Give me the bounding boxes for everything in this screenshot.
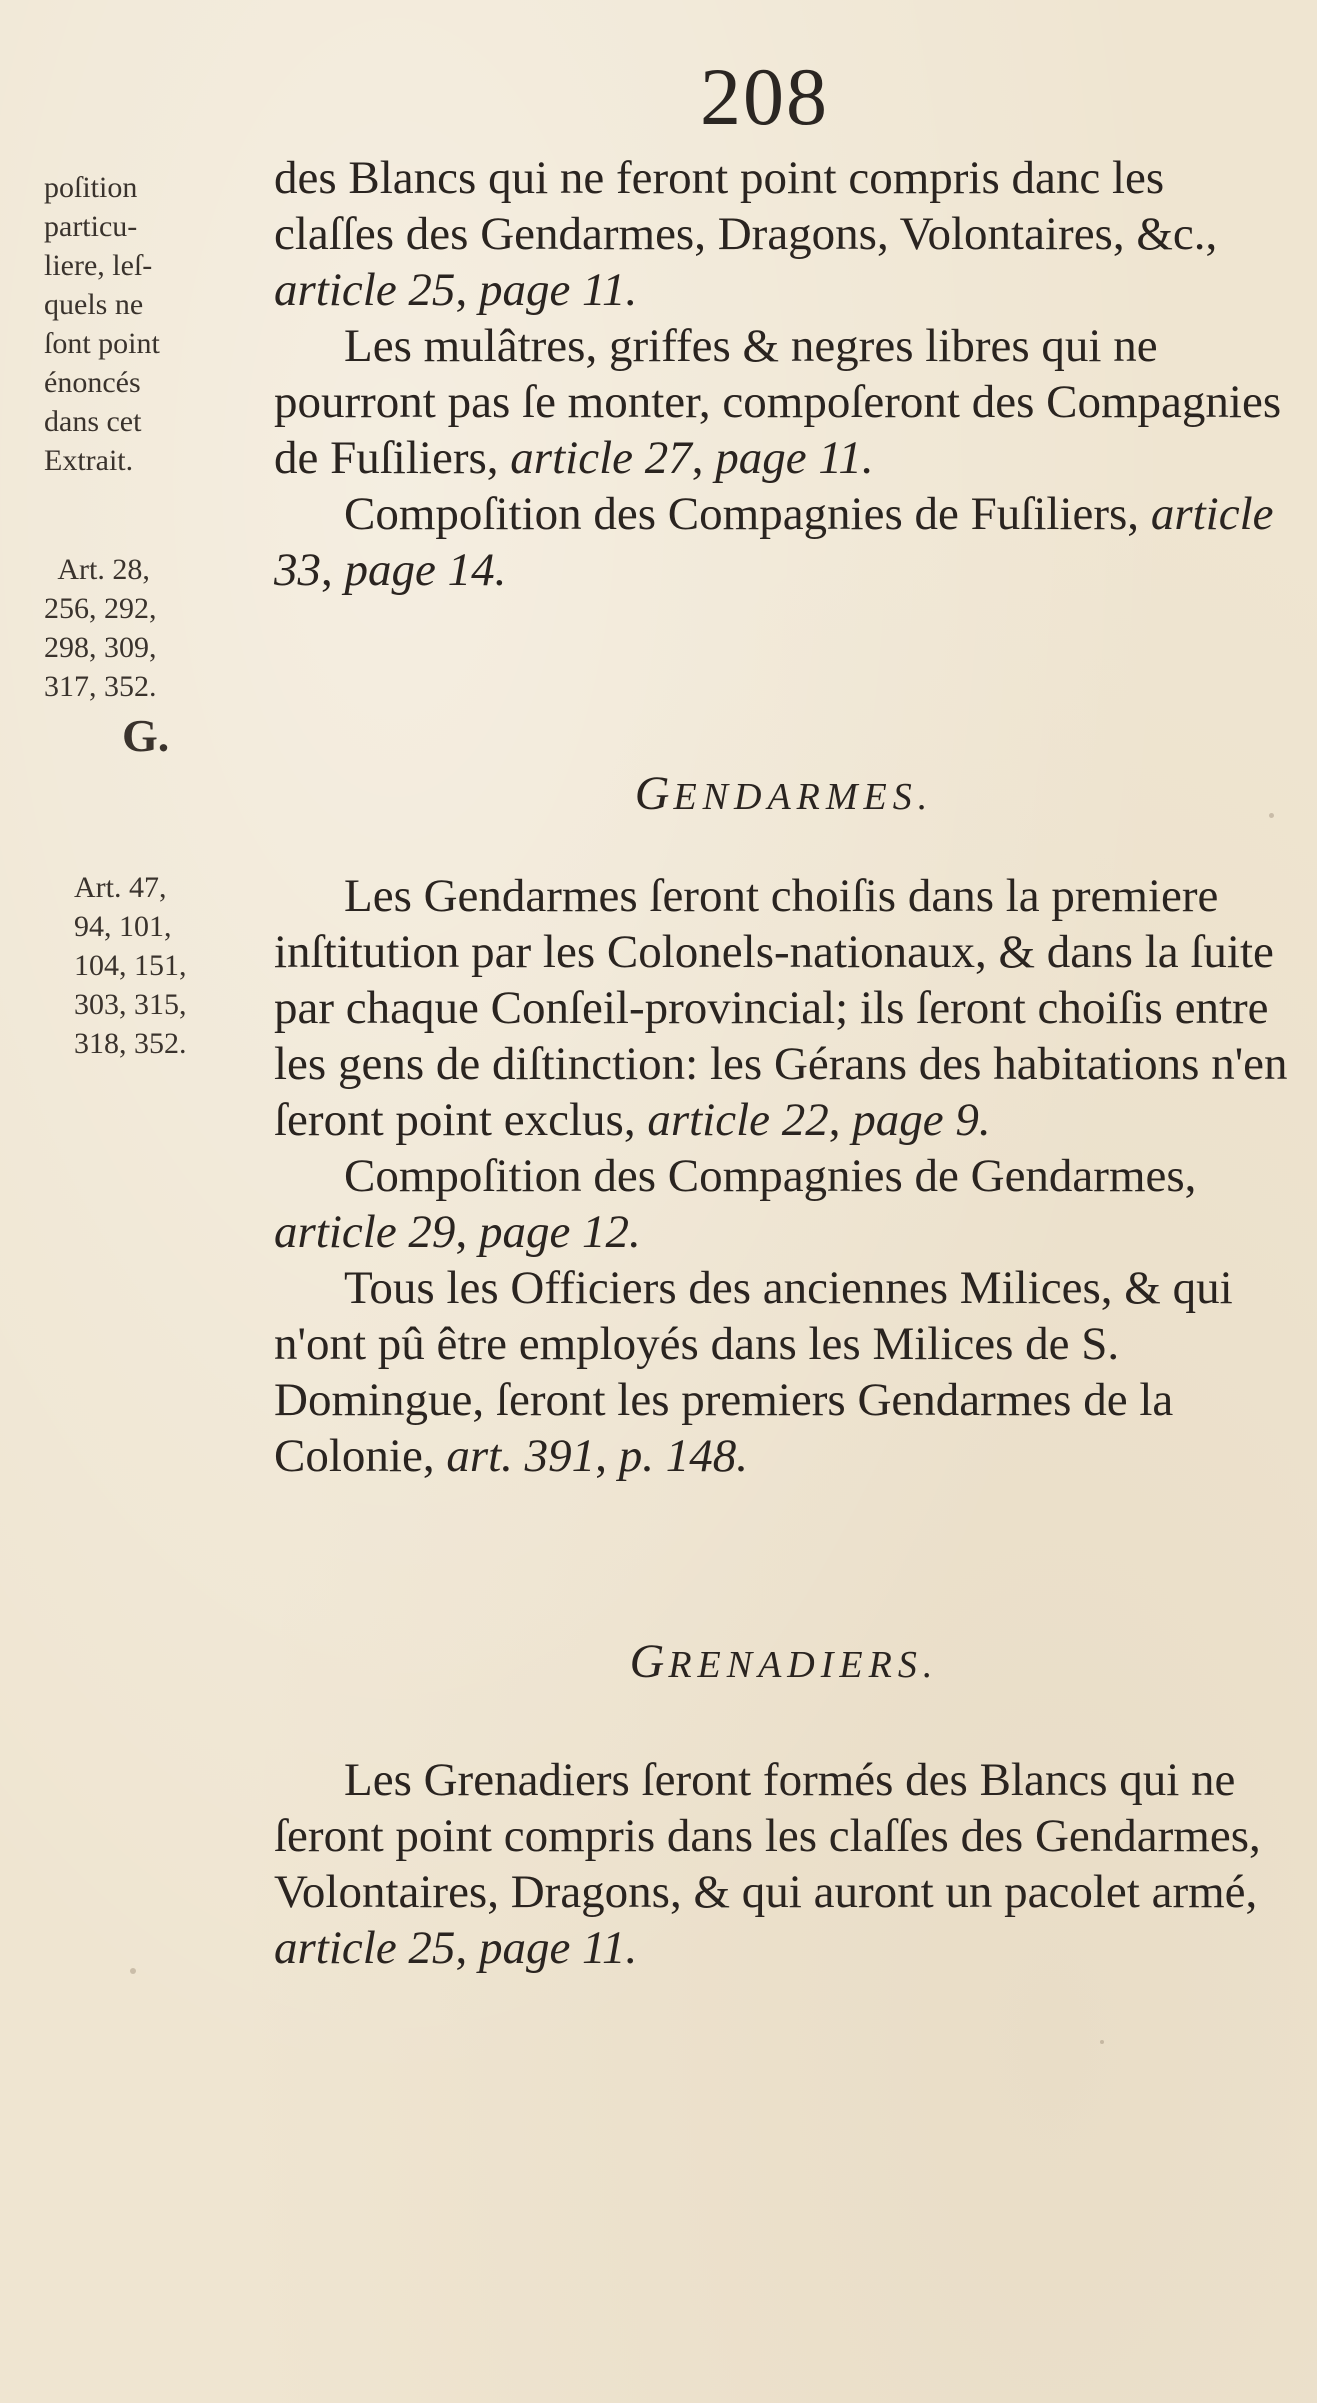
- margin-article-refs-gendarmes: Art. 47, 94, 101, 104, 151, 303, 315, 318, 352.: [74, 871, 187, 1060]
- heading-rest: ENDARMES.: [673, 776, 934, 818]
- paper-speck: [1269, 813, 1274, 818]
- article-ref: article 25: [274, 1922, 456, 1974]
- article-ref: article 33: [274, 488, 1274, 596]
- paper-speck: [130, 1968, 136, 1974]
- page-ref: page 11.: [478, 1922, 638, 1974]
- main-text-upper: [274, 150, 1294, 598]
- paragraph-text: Les mulâtres, griffes & negres libres qui ne pourront pas ſe monter, compoſeront des Compagnies de Fuſiliers,: [274, 320, 1282, 484]
- page-ref: page 12.: [478, 1206, 641, 1258]
- paper-speck: [1100, 2040, 1104, 2044]
- section-heading-gendarmes: [274, 766, 1294, 821]
- paragraph-composition-fusiliers: Compoſition des Compagnies de Fuſiliers, article 33, page 14.: [274, 488, 1274, 596]
- section-heading-grenadiers: [274, 1634, 1294, 1689]
- paragraph-grenadiers: Les Grenadiers ſeront formés des Blancs qui ne ſeront point compris dans les claſſes des Gendarmes, Volontaires, Dragons, & qui auront un pacolet armé, article 25, page 11.: [274, 1754, 1261, 1974]
- paragraph-text: Les Grenadiers ſeront formés des Blancs qui ne ſeront point compris dans les claſſes des Gendarmes, Volontaires, Dragons, & qui auront un pacolet armé,: [274, 1754, 1261, 1918]
- heading-initial: G: [634, 767, 674, 820]
- paragraph-composition-gendarmes: Compoſition des Compagnies de Gendarmes, article 29, page 12.: [274, 1150, 1197, 1258]
- main-text-grenadiers: [274, 1752, 1294, 1976]
- paragraph-text: Compoſition des Compagnies de Gendarmes,: [344, 1150, 1197, 1202]
- margin-references-upper: [44, 550, 284, 706]
- paragraph-blancs: des Blancs qui ne feront point compris danc les claſſes des Gendarmes, Dragons, Volontaires, &c., article 25, page 11.: [274, 152, 1218, 316]
- page-ref: page 9.: [852, 1094, 991, 1146]
- main-text-gendarmes: [274, 868, 1294, 1484]
- paragraph-mulatres: Les mulâtres, griffes & negres libres qui ne pourront pas ſe monter, compoſeront des Compagnies de Fuſiliers, article 27, page 11.: [274, 320, 1282, 484]
- heading-initial: G: [629, 1635, 669, 1688]
- article-ref: art. 391: [446, 1430, 596, 1482]
- page-number: 208: [700, 51, 829, 142]
- page-ref: page 14.: [344, 544, 507, 596]
- margin-references-lower: [44, 868, 284, 1063]
- article-ref: article 29: [274, 1206, 456, 1258]
- margin-column-upper: [44, 168, 284, 568]
- margin-article-refs: Art. 28, 256, 292, 298, 309, 317, 352.: [44, 553, 157, 703]
- paragraph-text: des Blancs qui ne feront point compris danc les claſſes des Gendarmes, Dragons, Volontaires, &c.,: [274, 152, 1218, 260]
- page-ref: page 11.: [478, 264, 638, 316]
- page-ref: p. 148.: [618, 1430, 748, 1482]
- paragraph-gendarmes-choice: Les Gendarmes ſeront choiſis dans la premiere inſtitution par les Colonels-nationaux, & dans la ſuite par chaque Conſeil-provincial; ils ſeront choiſis entre les gens de diſtinction: les Gérans des habitations n'en ſeront point exclus, article 22, page 9.: [274, 870, 1288, 1146]
- paragraph-text: Tous les Officiers des anciennes Milices, & qui n'ont pû être employés dans les Milices de S. Domingue, ſeront les premiers Gendarmes de la Colonie,: [274, 1262, 1233, 1482]
- heading-rest: RENADIERS.: [668, 1644, 939, 1686]
- paragraph-text: Compoſition des Compagnies de Fuſiliers,: [344, 488, 1140, 540]
- article-ref: article 25: [274, 264, 456, 316]
- margin-letter: G.: [122, 710, 170, 761]
- paragraph-text: Les Gendarmes ſeront choiſis dans la premiere inſtitution par les Colonels-nationaux, & dans la ſuite par chaque Conſeil-provincial; ils ſeront choiſis entre les gens de diſtinction: les Gérans des habitations n'en ſeront point exclus,: [274, 870, 1288, 1146]
- article-ref: article 22: [647, 1094, 829, 1146]
- page-ref: page 11.: [715, 432, 874, 484]
- article-ref: article 27: [510, 432, 692, 484]
- paragraph-officiers: Tous les Officiers des anciennes Milices, & qui n'ont pû être employés dans les Milices de S. Domingue, ſeront les premiers Gendarmes de la Colonie, art. 391, p. 148.: [274, 1262, 1233, 1482]
- margin-note: poſition particu- liere, leſ- quels ne ſont point énoncés dans cet Extrait.: [44, 171, 160, 477]
